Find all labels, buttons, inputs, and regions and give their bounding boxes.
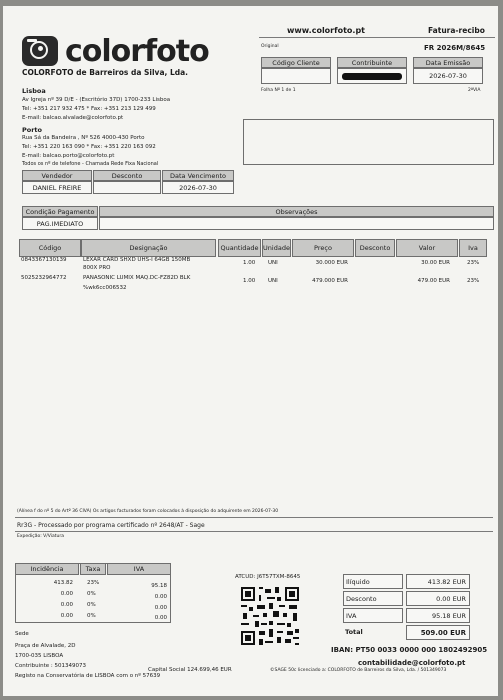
- payment-condition-value: PAG.IMEDIATO: [22, 217, 98, 230]
- document-number: FR 2026M/8645: [424, 44, 486, 52]
- lisboa-email: E-mail: balcao.alvalade@colorfoto.pt: [22, 115, 124, 121]
- porto-title: Porto: [22, 126, 43, 134]
- document-type: Fatura-recibo: [428, 26, 485, 35]
- tax-row-4-rate: 0%: [87, 613, 96, 619]
- due-date-value: 2026-07-30: [162, 181, 234, 194]
- tax-row-2-rate: 0%: [87, 591, 96, 597]
- item-1-code: 0843367130139: [21, 257, 67, 263]
- items-price-header: Preço: [292, 239, 354, 257]
- company-name: COLORFOTO de Barreiros da Silva, Lda.: [22, 68, 189, 77]
- porto-email: E-mail: balcao.porto@colorfoto.pt: [22, 153, 115, 159]
- tax-base-header: Incidência: [15, 563, 79, 575]
- lisboa-address: Av Igreja nº 39 D/E - (Escritório 37D) 1700-233 Lisboa: [22, 97, 171, 103]
- registry-note: Registo na Conservatória de LISBOA com o nº 57639: [15, 673, 161, 679]
- original-label: Original: [261, 44, 279, 49]
- page-counter: Folha Nº 1 de 1: [261, 88, 296, 93]
- tax-row-4-vat: 0.00: [154, 615, 167, 621]
- vat-total-label: IVA: [343, 608, 403, 623]
- tax-row-2-base: 0.00: [60, 591, 73, 597]
- item-1-description-line1: LEXAR CARD SHXD UHS-I 64GB 150MB: [83, 257, 191, 263]
- observations-header: Observações: [99, 206, 494, 217]
- lisboa-title: Lisboa: [22, 87, 46, 95]
- porto-note: Todos os nº de telefone - Chamada Rede Fixa Nacional: [22, 161, 159, 167]
- totals-box: [343, 574, 493, 640]
- porto-phone: Tel: +351 220 163 090 * Fax: +351 220 163 092: [22, 144, 156, 150]
- items-discount-header: Desconto: [355, 239, 395, 257]
- tax-row-1-vat: 95.18: [151, 583, 167, 589]
- redacted-taxpayer-bar: [342, 73, 402, 80]
- tax-row-3-rate: 0%: [87, 602, 96, 608]
- porto-address: Rua Sá da Bandeira , Nº 526 4000-430 Porto: [22, 135, 145, 141]
- client-code-cell: [261, 68, 331, 84]
- iban: IBAN: PT50 0033 0000 000 1802492905: [331, 646, 488, 654]
- taxpayer-cell: [337, 68, 407, 84]
- item-2-description-line1: PANASONIC LUMIX MAQ.DC-FZ82D BLK: [83, 275, 191, 281]
- seller-value: DANIEL FREIRE: [22, 181, 92, 194]
- headquarters-title: Sede: [15, 631, 29, 637]
- items-code-header: Código: [19, 239, 81, 257]
- issue-date-value: 2026-07-30: [413, 68, 483, 84]
- item-1-description-line2: 800X PRO: [83, 265, 111, 271]
- discount-value: [93, 181, 161, 194]
- item-2-price: 479.000 EUR: [312, 278, 348, 284]
- payment-condition-header: Condição Pagamento: [22, 206, 98, 217]
- client-code-header: Código Cliente: [261, 57, 331, 68]
- item-2-code: 5025232964772: [21, 275, 67, 281]
- item-1-vat: 23%: [467, 260, 480, 266]
- items-value-header: Valor: [396, 239, 458, 257]
- discount-total-label: Desconto: [343, 591, 403, 606]
- tax-row-1-rate: 23%: [87, 580, 100, 586]
- item-1-unit: UNI: [268, 260, 278, 266]
- company-website: www.colorfoto.pt: [287, 26, 366, 35]
- item-2-description-line2: %wk6cc006532: [83, 285, 127, 291]
- due-date-header: Data Vencimento: [162, 170, 234, 181]
- accounting-email: contabilidade@colorfoto.pt: [358, 659, 466, 667]
- tax-vat-header: IVA: [107, 563, 171, 575]
- items-unit-header: Unidade: [262, 239, 291, 257]
- vat-exemption-note: (Alínea f do nº 5 do Artº 36 CIVA) Os artigos facturados foram colocados à disposição do adquirente em 2026-07-30: [17, 509, 279, 514]
- lisboa-phone: Tel: +351 217 932 475 * Fax: +351 213 129 499: [22, 106, 156, 112]
- camera-logo-icon: [22, 36, 58, 66]
- tax-row-1-base: 413.82: [53, 580, 73, 586]
- discount-total-value: 0.00 EUR: [406, 591, 470, 606]
- net-amount-label: Ilíquido: [343, 574, 403, 589]
- items-vat-header: Iva: [459, 239, 487, 257]
- taxpayer-header: Contribuinte: [337, 57, 407, 68]
- grand-total-label: Total: [345, 628, 363, 636]
- tax-row-2-vat: 0.00: [154, 594, 167, 600]
- invoice-page: [3, 6, 498, 696]
- tax-row-3-vat: 0.00: [154, 605, 167, 611]
- shipping-method: Expedição: V/Viatura: [17, 534, 64, 539]
- item-1-quantity: 1.00: [243, 260, 256, 266]
- headquarters-address-line2: 1700-035 LISBOA: [15, 653, 64, 659]
- observations-value: [99, 217, 494, 230]
- item-1-value: 30.00 EUR: [421, 260, 450, 266]
- copy-label: 2ªVIA: [468, 88, 481, 93]
- sage-license-note: ©SAGE 50c licenciado a: COLORFOTO de Barreiros da Silva, Lda. / 501349073: [270, 668, 447, 673]
- tax-row-3-base: 0.00: [60, 602, 73, 608]
- item-2-unit: UNI: [268, 278, 278, 284]
- item-2-quantity: 1.00: [243, 278, 256, 284]
- discount-header: Desconto: [93, 170, 161, 181]
- certified-software-note: Rr3G - Processado por programa certificado nº 2648/AT - Sage: [17, 522, 205, 529]
- items-quantity-header: Quantidade: [218, 239, 261, 257]
- company-logo-text: colorfoto: [65, 34, 209, 69]
- qr-code-icon: [239, 585, 301, 647]
- atcud-code: ATCUD: J6T57TXM-8645: [235, 574, 301, 580]
- grand-total-value: 509.00 EUR: [406, 625, 470, 640]
- client-address-box: [243, 119, 494, 165]
- share-capital: Capital Social 124.699,46 EUR: [148, 667, 232, 673]
- vat-total-value: 95.18 EUR: [406, 608, 470, 623]
- items-description-header: Designação: [81, 239, 216, 257]
- item-1-price: 30.000 EUR: [315, 260, 348, 266]
- item-2-value: 479.00 EUR: [417, 278, 450, 284]
- seller-header: Vendedor: [22, 170, 92, 181]
- tax-rate-header: Taxa: [80, 563, 106, 575]
- headquarters-taxpayer: Contribuinte : 501349073: [15, 663, 87, 669]
- net-amount-value: 413.82 EUR: [406, 574, 470, 589]
- headquarters-address-line1: Praça de Alvalade, 2D: [15, 643, 76, 649]
- issue-date-header: Data Emissão: [413, 57, 483, 68]
- item-2-vat: 23%: [467, 278, 480, 284]
- tax-row-4-base: 0.00: [60, 613, 73, 619]
